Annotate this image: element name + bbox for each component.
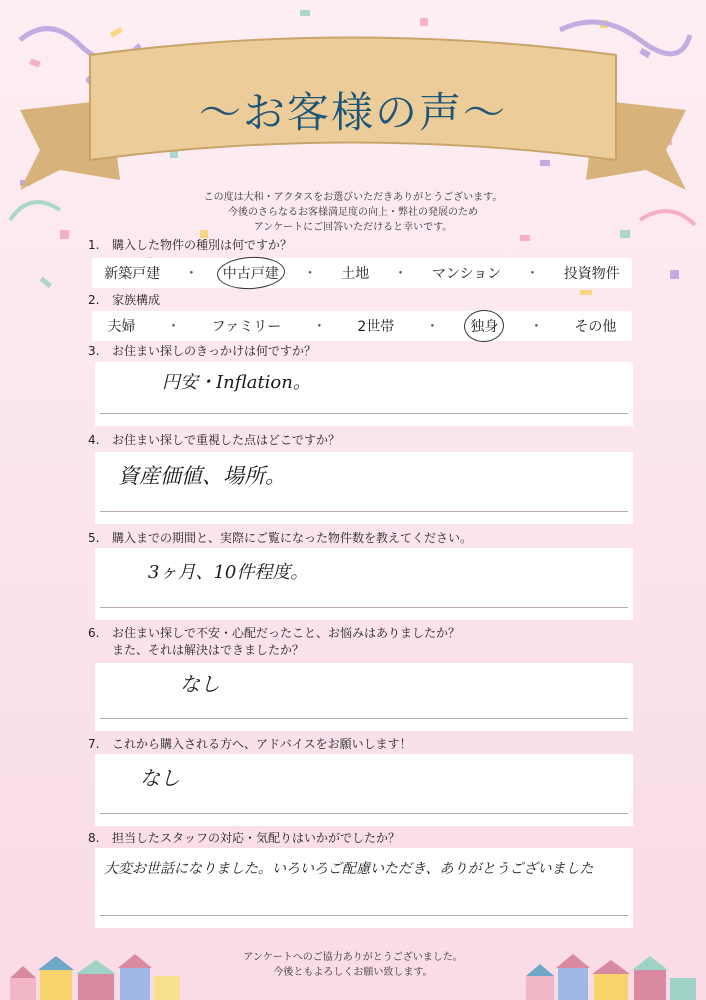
question-number: 1. <box>88 238 100 252</box>
question-number: 6. <box>88 626 100 640</box>
question-text: 購入した物件の種別は何ですか？ <box>112 238 293 252</box>
answer-box-6[interactable] <box>95 663 633 731</box>
footer-line: アンケートへのご協力ありがとうございました。 <box>243 952 463 963</box>
question-7 <box>88 736 412 753</box>
option-family[interactable]: ファミリー <box>211 319 282 335</box>
answer-8: 大変お世話になりました。いろいろご配慮いただき、ありがとうございました <box>104 861 594 877</box>
question-text: 担当したスタッフの対応・気配りはいかがでしたか？ <box>112 831 401 845</box>
answer-7: なし <box>140 766 180 790</box>
question-8 <box>88 830 400 847</box>
question-text: 家族構成 <box>112 293 161 307</box>
intro-text <box>0 190 706 235</box>
question-number: 7. <box>88 737 100 751</box>
page-title: 〜お客様の声〜 <box>198 88 507 137</box>
answer-4: 資産価値、場所。 <box>118 464 286 488</box>
intro-line: 今後のさらなるお客様満足度の向上・弊社の発展のため <box>228 207 478 218</box>
question-3 <box>88 343 316 360</box>
footer-text <box>0 950 706 980</box>
question-5 <box>88 530 472 547</box>
option-single[interactable]: 独身 <box>470 316 498 336</box>
question-1 <box>88 237 292 254</box>
question-text: これから購入される方へ、アドバイスをお願いします！ <box>112 737 412 751</box>
question-number: 2. <box>88 293 100 307</box>
option-used-house[interactable]: 中古戸建 <box>223 263 279 283</box>
question-6 <box>88 625 460 659</box>
option-two-generation[interactable]: 2世帯 <box>357 319 395 335</box>
answer-6: なし <box>180 672 220 696</box>
option-other[interactable]: その他 <box>574 319 617 335</box>
answer-5: 3ヶ月、10件程度。 <box>148 562 309 583</box>
question-text: お住まい探しで不安・心配だったこと、お悩みはありましたか？ <box>112 626 461 640</box>
question-number: 4. <box>88 433 100 447</box>
option-couple[interactable]: 夫婦 <box>107 319 136 335</box>
question-text-2: また、それは解決はできましたか？ <box>112 643 305 657</box>
option-land[interactable]: 土地 <box>341 266 370 282</box>
family-options: 夫婦 ・ ファミリー ・ 2世帯 ・ 独身 ・ その他 <box>92 311 632 341</box>
option-new-house[interactable]: 新築戸建 <box>104 266 161 282</box>
property-type-options: 新築戸建 ・ 中古戸建 ・ 土地 ・ マンション ・ 投資物件 <box>92 258 632 288</box>
question-4 <box>88 432 340 449</box>
question-text: お住まい探しのきっかけは何ですか？ <box>112 344 317 358</box>
answer-3: 円安・Inflation。 <box>162 372 311 393</box>
question-number: 8. <box>88 831 100 845</box>
question-number: 3. <box>88 344 100 358</box>
question-2 <box>88 292 160 309</box>
question-number: 5. <box>88 531 100 545</box>
question-text: 購入までの期間と、実際にご覧になった物件数を教えてください。 <box>112 531 473 545</box>
footer-line: 今後ともよろしくお願い致します。 <box>273 967 433 978</box>
question-text: お住まい探しで重視した点はどこですか？ <box>112 433 341 447</box>
option-investment[interactable]: 投資物件 <box>563 266 620 282</box>
intro-line: アンケートにご回答いただけると幸いです。 <box>253 222 453 233</box>
intro-line: この度は大和・アクタスをお選びいただきありがとうございます。 <box>203 192 503 203</box>
option-mansion[interactable]: マンション <box>431 266 502 282</box>
